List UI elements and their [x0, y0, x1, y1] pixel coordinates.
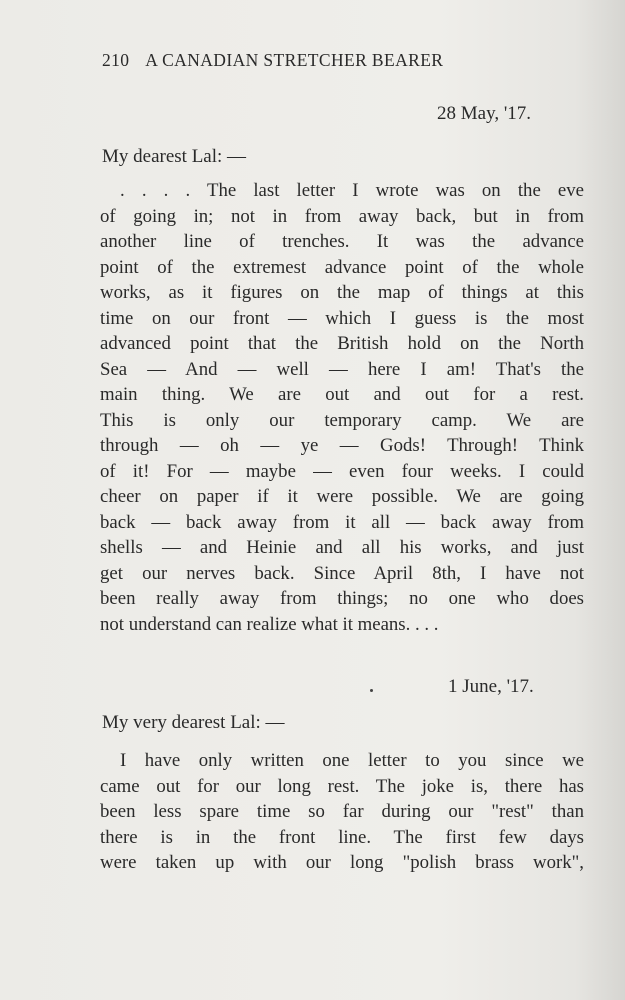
running-header	[102, 50, 443, 71]
text-line: were taken up with our long "polish brass work",	[100, 852, 584, 873]
letter-body-2	[100, 748, 584, 876]
text-line: been less spare time so far during our "rest" than	[100, 801, 584, 822]
text-line: of going in; not in from away back, but in from	[100, 205, 584, 227]
letter-date-2: 1 June, '17.	[448, 676, 534, 697]
text-line: there is in the front line. The first few days	[100, 826, 584, 848]
text-line: cheer on paper if it were possible. We are going	[100, 486, 584, 507]
salutation-2: My very dearest Lal: —	[102, 712, 285, 733]
text-line: works, as it figures on the map of things at this	[100, 282, 584, 303]
text-line: came out for our long rest. The joke is, there has	[100, 775, 584, 797]
text-line: . . . . The last letter I wrote was on the eve	[120, 180, 584, 201]
text-line: main thing. We are out and out for a rest.	[100, 384, 584, 405]
text-line: shells — and Heinie and all his works, and just	[100, 537, 584, 558]
letter-date-1: 28 May, '17.	[437, 103, 532, 124]
text-line: point of the extremest advance point of the whole	[100, 256, 584, 278]
text-line: been really away from things; no one who does	[100, 588, 584, 609]
running-title: A CANADIAN STRETCHER BEARER	[145, 50, 444, 70]
text-line: advanced point that the British hold on the North	[100, 333, 584, 354]
page-number: 210	[102, 50, 130, 70]
text-line: through — oh — ye — Gods! Through! Think	[100, 435, 584, 456]
text-line: Sea — And — well — here I am! That's the	[100, 358, 584, 380]
text-line: not understand can realize what it means. . . .	[100, 613, 439, 635]
text-line: This is only our temporary camp. We are	[100, 409, 584, 431]
salutation-1: My dearest Lal: —	[102, 146, 247, 167]
text-line: of it! For — maybe — even four weeks. I could	[100, 460, 584, 482]
text-line: get our nerves back. Since April 8th, I have not	[100, 562, 584, 584]
text-line: I have only written one letter to you since we	[120, 750, 584, 771]
text-line: back — back away from it all — back away from	[100, 511, 584, 533]
stray-mark	[370, 689, 373, 692]
text-line: another line of trenches. It was the advance	[100, 231, 584, 252]
letter-body-1	[100, 178, 584, 637]
text-line: time on our front — which I guess is the most	[100, 307, 584, 329]
